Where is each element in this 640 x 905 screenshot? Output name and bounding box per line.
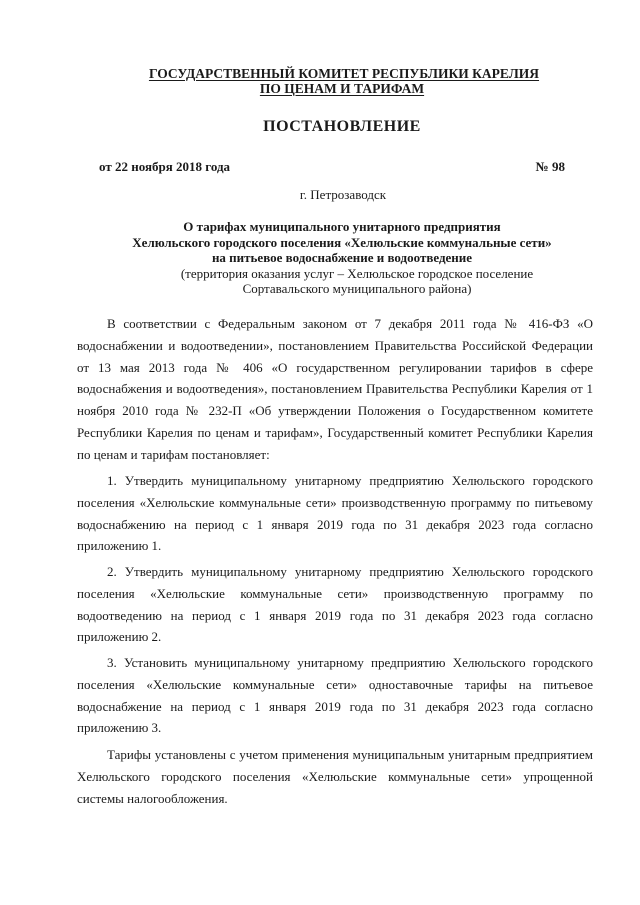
- clause-3: [77, 652, 593, 739]
- subject-line-2: Хелюльского городского поселения «Хелюльские коммунальные сети»: [132, 234, 552, 250]
- preamble-text: В соответствии с Федеральным законом от 7 декабря 2011 года № 416-ФЗ «О водоснабжении и водоотведении», постановлением Правительства Российской Федерации от 13 мая 2013 года № 406 «О государственном регулировании тарифов в сфере водоснабжения и водоотведения», постановлением Правительства Республики Карелия от 1 ноября 2010 года № 232-П «Об утверждении Положения о Государственном комитете Республики Карелия по ценам и тарифам», Государственный комитет Республики Карелия по ценам и тарифам постановляет:: [77, 316, 593, 462]
- clause-1-text: 1. Утвердить муниципальному унитарному предприятию Хелюльского городского поселения «Хелюльские коммунальные сети» производственную программу по питьевому водоснабжению на период с 1 января 2019 года по 31 декабря 2023 года согласно приложению 1.: [77, 473, 593, 554]
- clause-1: [77, 470, 593, 557]
- subject-line-1: О тарифах муниципального унитарного предприятия: [183, 219, 501, 234]
- document-subject: [0, 219, 640, 297]
- subject-line-4: (территория оказания услуг – Хелюльское городское поселение: [180, 265, 534, 281]
- document-type-title: ПОСТАНОВЛЕНИЕ: [263, 118, 421, 135]
- subject-line-3: на питьевое водоснабжение и водоотведение: [211, 250, 473, 265]
- clause-2: [77, 561, 593, 648]
- tax-note-paragraph: [77, 744, 593, 809]
- clause-2-text: 2. Утвердить муниципальному унитарному предприятию Хелюльского городского поселения «Хелюльские коммунальные сети» производственную программу по водоотведению на период с 1 января 2019 года по 31 декабря 2023 года согласно приложению 2.: [77, 564, 593, 645]
- issuer-line-1: ГОСУДАРСТВЕННЫЙ КОМИТЕТ РЕСПУБЛИКИ КАРЕЛИЯ: [148, 66, 540, 81]
- tax-note-text: Тарифы установлены с учетом применения муниципальным унитарным предприятием Хелюльского городского поселения «Хелюльские коммунальные сети» упрощенной системы налогообложения.: [77, 747, 593, 806]
- clause-3-text: 3. Установить муниципальному унитарному предприятию Хелюльского городского поселения «Хелюльские коммунальные сети» одноставочные тарифы на питьевое водоснабжение на период с 1 января 2019 года по 31 декабря 2023 года согласно приложению 3.: [77, 655, 593, 736]
- document-date: от 22 ноября 2018 года: [99, 159, 231, 174]
- issuer-header: [0, 66, 640, 96]
- issuer-line-2: ПО ЦЕНАМ И ТАРИФАМ: [259, 81, 425, 96]
- subject-line-5: Сортавальского муниципального района): [242, 281, 472, 296]
- document-city: г. Петрозаводск: [299, 187, 387, 202]
- preamble-paragraph: [77, 313, 593, 466]
- document-number: № 98: [535, 159, 565, 174]
